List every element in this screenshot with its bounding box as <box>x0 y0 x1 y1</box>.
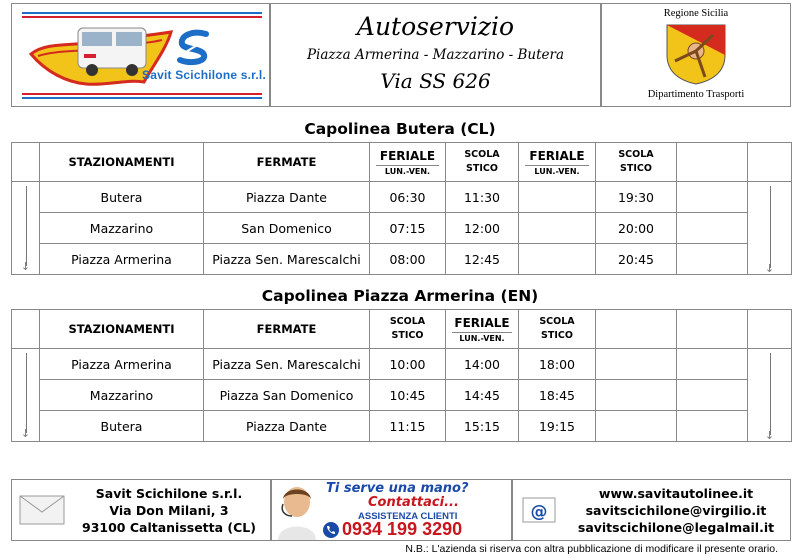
help-question: Ti serve una mano? <box>326 481 469 496</box>
footer-email-1[interactable]: savitscichilone@virgilio.it <box>585 503 767 518</box>
header-stico-label: STICO <box>391 330 424 341</box>
table-header-row <box>12 310 792 349</box>
header-feriale-2 <box>519 143 596 182</box>
arrow-column-right-header <box>748 310 792 349</box>
header-lun-ven-label: LUN.-VEN. <box>384 166 431 176</box>
arrow-column-right <box>748 182 792 275</box>
header-feriale-label: FERIALE <box>529 148 585 163</box>
empty-cell <box>677 182 748 213</box>
arrow-column-right-header <box>748 143 792 182</box>
arrow-down-icon: ↓ <box>20 427 31 440</box>
time-cell: 12:45 <box>446 244 519 275</box>
empty-cell <box>677 411 748 442</box>
time-cell: 10:00 <box>370 349 446 380</box>
footer-web-box <box>512 479 791 541</box>
fermata-cell: Piazza Sen. Marescalchi <box>204 349 370 380</box>
bus-photo <box>74 24 152 78</box>
header-scolastico-1 <box>370 310 446 349</box>
help-contact: Contattaci... <box>368 495 459 510</box>
phone-icon <box>322 521 340 539</box>
time-cell <box>519 213 596 244</box>
support-agent-photo <box>274 482 320 540</box>
header-scola-label: SCOLA <box>464 149 500 160</box>
arrow-down-icon: ↓ <box>764 262 775 275</box>
logo-company-name: Savit Scichilone s.r.l. <box>142 68 266 82</box>
header-region-box <box>601 3 791 107</box>
arrow-column-left-header <box>12 143 40 182</box>
time-cell: 07:15 <box>370 213 446 244</box>
time-cell: 06:30 <box>370 182 446 213</box>
time-cell: 10:45 <box>370 380 446 411</box>
table-row <box>12 244 792 275</box>
route-subtitle: Piazza Armerina - Mazzarino - Butera <box>306 47 565 63</box>
fermata-cell: San Domenico <box>204 213 370 244</box>
time-cell: 19:15 <box>519 411 596 442</box>
empty-cell <box>677 244 748 275</box>
header-scolastico-2 <box>519 310 596 349</box>
time-cell: 11:30 <box>446 182 519 213</box>
footer-help-box <box>271 479 512 541</box>
header-title-box <box>270 3 601 107</box>
empty-header-cell <box>677 143 748 182</box>
page-title: Autoservizio <box>356 12 515 41</box>
header-logo-box <box>11 3 270 107</box>
time-cell <box>519 182 596 213</box>
header-fermate: FERMATE <box>204 310 370 349</box>
svg-text:@: @ <box>530 502 548 522</box>
stazionamento-cell: Piazza Armerina <box>40 349 204 380</box>
header-feriale-label: FERIALE <box>379 148 436 163</box>
arrow-column-left <box>12 349 40 442</box>
fermata-cell: Piazza San Domenico <box>204 380 370 411</box>
arrow-down-icon: ↓ <box>20 260 31 273</box>
footer-website[interactable]: www.savitautolinee.it <box>598 486 754 501</box>
time-cell: 08:00 <box>370 244 446 275</box>
time-cell: 12:00 <box>446 213 519 244</box>
time-cell: 18:00 <box>519 349 596 380</box>
time-cell: 20:00 <box>596 213 677 244</box>
section1-title: Capolinea Butera (CL) <box>304 120 496 138</box>
stazionamento-cell: Mazzarino <box>40 213 204 244</box>
stazionamento-cell: Butera <box>40 182 204 213</box>
empty-cell <box>596 411 677 442</box>
fermata-cell: Piazza Sen. Marescalchi <box>204 244 370 275</box>
time-cell: 11:15 <box>370 411 446 442</box>
trinacria-emblem <box>663 21 729 87</box>
header-stazionamenti: STAZIONAMENTI <box>40 310 204 349</box>
help-phone[interactable]: 0934 199 3290 <box>342 519 463 539</box>
footer-note: N.B.: L'azienda si riserva con altra pubblicazione di modificare il presente orario. <box>405 543 778 555</box>
header-lun-ven-label: LUN.-VEN. <box>534 166 580 176</box>
empty-header-cell <box>596 310 677 349</box>
road-label: Via SS 626 <box>380 69 491 93</box>
time-cell: 14:00 <box>446 349 519 380</box>
empty-cell <box>677 213 748 244</box>
timetable-butera <box>11 142 792 275</box>
footer-company: Savit Scichilone s.r.l. <box>95 486 243 501</box>
header-stazionamenti: STAZIONAMENTI <box>40 143 204 182</box>
header-feriale-label: FERIALE <box>454 315 510 330</box>
header-feriale <box>446 310 519 349</box>
empty-cell <box>596 380 677 411</box>
empty-cell <box>596 349 677 380</box>
timetable-piazza-armerina <box>11 309 792 442</box>
fermata-cell: Piazza Dante <box>204 411 370 442</box>
footer-email-2[interactable]: savitscichilone@legalmail.it <box>577 520 775 535</box>
header-feriale-1 <box>370 143 446 182</box>
table-row <box>12 213 792 244</box>
table-header-row <box>12 143 792 182</box>
envelope-icon <box>18 492 66 528</box>
table-row <box>12 349 792 380</box>
header-scolastico-2 <box>596 143 677 182</box>
header-stico-label: STICO <box>541 330 573 341</box>
stazionamento-cell: Piazza Armerina <box>40 244 204 275</box>
region-department: Dipartimento Trasporti <box>647 89 745 100</box>
arrow-column-left-header <box>12 310 40 349</box>
time-cell: 19:30 <box>596 182 677 213</box>
footer-city: 93100 Caltanissetta (CL) <box>82 520 256 535</box>
logo-stripe-top <box>22 12 262 14</box>
time-cell: 18:45 <box>519 380 596 411</box>
empty-cell <box>677 349 748 380</box>
section2-title: Capolinea Piazza Armerina (EN) <box>261 287 539 305</box>
footer-address-box <box>11 479 271 541</box>
header-scola-label: SCOLA <box>618 149 654 160</box>
header-scola-label: SCOLA <box>539 316 575 327</box>
empty-cell <box>677 380 748 411</box>
header-fermate: FERMATE <box>204 143 370 182</box>
header-lun-ven-label: LUN.-VEN. <box>459 333 505 343</box>
arrow-down-icon: ↓ <box>764 429 775 442</box>
savit-s-logo <box>172 28 218 68</box>
header-stico-label: STICO <box>620 163 652 174</box>
time-cell <box>519 244 596 275</box>
time-cell: 15:15 <box>446 411 519 442</box>
header-scolastico-1 <box>446 143 519 182</box>
arrow-column-right <box>748 349 792 442</box>
stazionamento-cell: Butera <box>40 411 204 442</box>
table-row <box>12 182 792 213</box>
logo-stripe-bottom <box>22 97 262 99</box>
header-stico-label: STICO <box>466 163 498 174</box>
empty-header-cell <box>677 310 748 349</box>
help-assistance-label: ASSISTENZA CLIENTI <box>358 511 458 522</box>
fermata-cell: Piazza Dante <box>204 182 370 213</box>
logo-stripe-top-red <box>22 16 262 18</box>
region-name: Regione Sicilia <box>663 8 729 19</box>
table-row <box>12 380 792 411</box>
header-scola-label: SCOLA <box>389 316 426 327</box>
time-cell: 20:45 <box>596 244 677 275</box>
email-at-icon <box>519 490 559 530</box>
logo-stripe-bottom-red <box>22 93 262 95</box>
table-row <box>12 411 792 442</box>
footer-street: Via Don Milani, 3 <box>109 503 229 518</box>
arrow-column-left <box>12 182 40 275</box>
time-cell: 14:45 <box>446 380 519 411</box>
stazionamento-cell: Mazzarino <box>40 380 204 411</box>
